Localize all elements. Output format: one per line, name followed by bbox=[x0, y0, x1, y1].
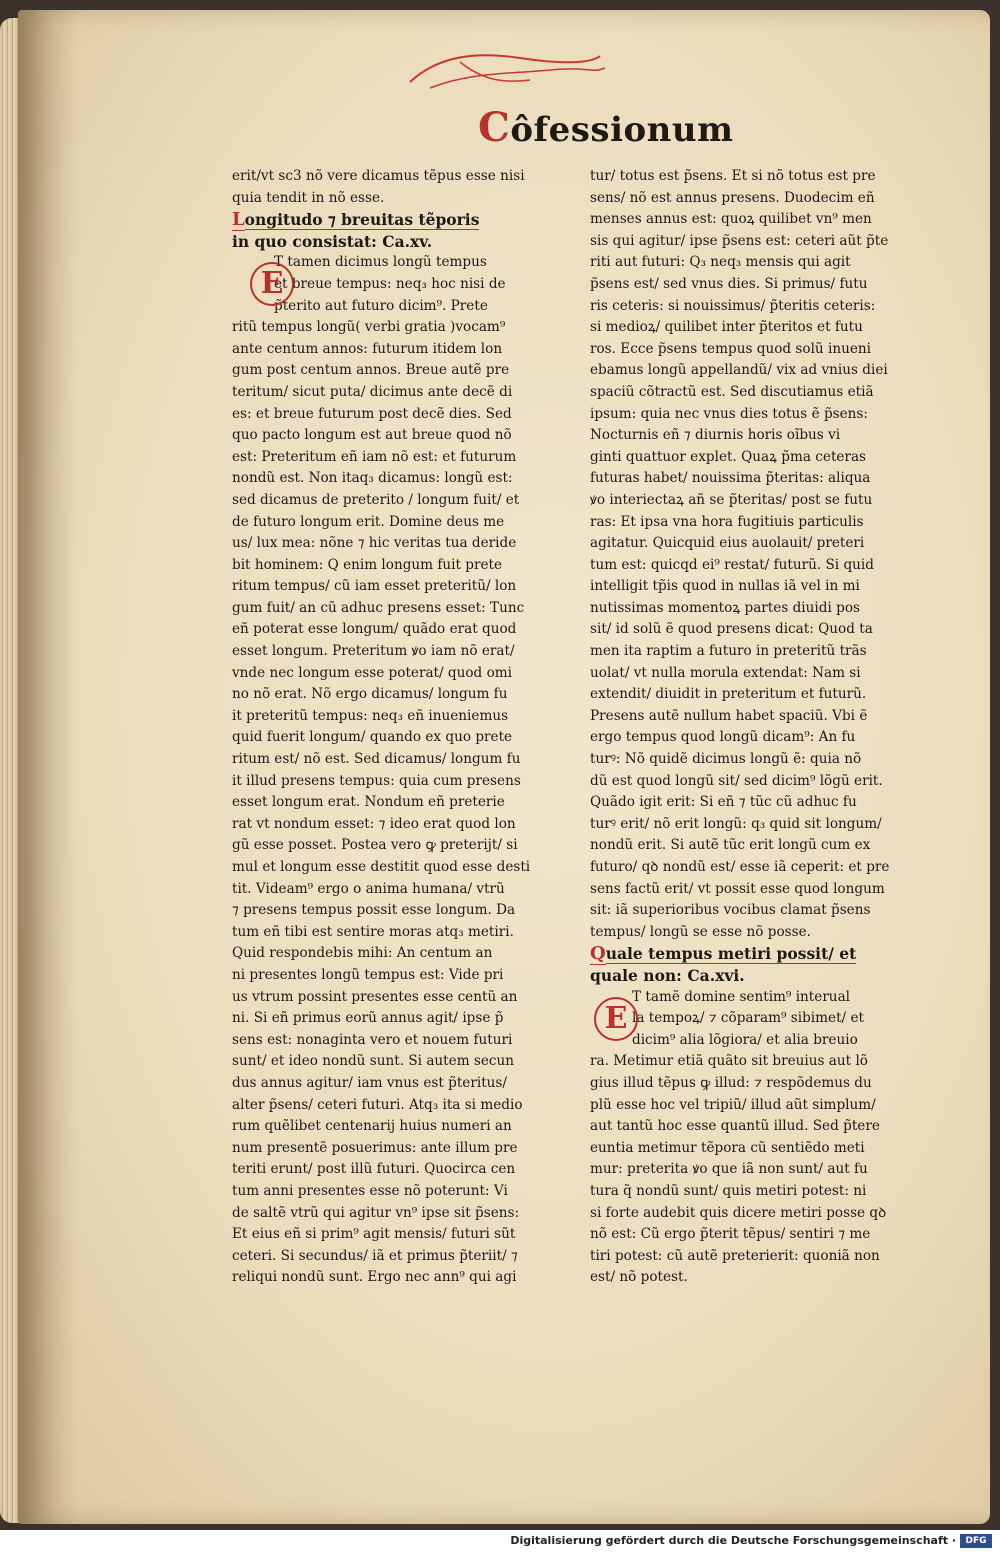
text-line: de futuro longum erit. Domine deus me bbox=[232, 513, 505, 530]
text-line: es: et breue futurum post decẽ dies. Sed bbox=[232, 405, 512, 422]
text-line: tura q̃ nondũ sunt/ quis metiri potest: ni bbox=[590, 1182, 867, 1199]
text-line: mur: preterita ꝟo que iã non sunt/ aut fu bbox=[590, 1161, 868, 1178]
text-line: sit: iã superioribus vocibus clamat p̃sens bbox=[590, 902, 871, 919]
text-line: gius illud tẽpus ꝙ illud: ⁊ respõdemus du bbox=[590, 1074, 872, 1091]
gutter-shadow bbox=[18, 10, 78, 1524]
text-line: bit hominem: Q enim longum fuit prete bbox=[232, 556, 503, 573]
text-line: uolat/ vt nulla morula extendat: Nam si bbox=[590, 664, 861, 681]
text-line: no nõ erat. Nõ ergo dicamus/ longum fu bbox=[232, 686, 508, 703]
text-line: est: Preteritum eñ iam nõ est: et futurum bbox=[232, 448, 517, 465]
text-line: menses annus est: quoꝝ quilibet vn⁹ men bbox=[590, 211, 872, 228]
text-line: de saltẽ vtrũ qui agitur vn⁹ ipse sit p̃sens: bbox=[232, 1204, 520, 1221]
text-line: ante centum annos: futurum itidem lon bbox=[232, 340, 503, 357]
heading-cap: Q bbox=[590, 943, 606, 965]
text-line: sunt/ et ideo nondũ sunt. Si autem secun bbox=[232, 1053, 515, 1070]
text-line: reliqui nondũ sunt. Ergo nec ann⁹ qui agi bbox=[232, 1269, 517, 1286]
funding-notice: Digitalisierung gefördert durch die Deutsche Forschungsgemeinschaft · bbox=[510, 1534, 956, 1547]
text-line: Et eius eñ si prim⁹ agit mensis/ futuri sũt bbox=[232, 1226, 516, 1243]
text-line: aut tantũ hoc esse quantũ illud. Sed p̃tere bbox=[590, 1118, 880, 1135]
chapter-heading-xv-line2 bbox=[232, 231, 577, 253]
heading-cap: L bbox=[232, 209, 245, 231]
initial-letter: E bbox=[250, 262, 294, 306]
text-line: ris ceteris: si nouissimus/ p̃teritis ceteris: bbox=[590, 297, 876, 314]
text-line: si forte audebit quis dicere metiri posse qꝺ bbox=[590, 1204, 887, 1221]
text-line: spaciũ cõtractũ est. Sed discutiamus etiã bbox=[590, 383, 874, 400]
text-line: us/ lux mea: nõne ⁊ hic veritas tua deride bbox=[232, 535, 517, 552]
text-line: Quãdo igit erit: Si eñ ⁊ tũc cũ adhuc fu bbox=[590, 794, 857, 811]
text-line: tum anni presentes esse nõ poterunt: Vi bbox=[232, 1182, 508, 1199]
text-line: nondũ est. Non itaq₃ dicamus: longũ est: bbox=[232, 470, 513, 487]
text-line: nõ est: Cũ ergo p̃terit tẽpus/ sentiri ⁊ me bbox=[590, 1226, 871, 1243]
initial-letter: E bbox=[594, 997, 638, 1041]
text-line: dus annus agitur/ iam vnus est p̃teritus/ bbox=[232, 1074, 507, 1091]
text-line: ginti quattuor explet. Quaꝝ p̃ma ceteras bbox=[590, 448, 867, 465]
text-line: vnde nec longum esse poterat/ quod omi bbox=[232, 664, 512, 681]
running-head-cap: C bbox=[478, 104, 511, 151]
text-line: quid fuerit longum/ quando ex quo prete bbox=[232, 729, 513, 746]
initial-block bbox=[590, 987, 950, 1289]
text-line: it illud presens tempus: quia cum presens bbox=[232, 772, 521, 789]
text-line: tum est: quicqd ei⁹ restat/ futurũ. Si quid bbox=[590, 556, 874, 573]
text-line: sens est: nonaginta vero et nouem futuri bbox=[232, 1031, 513, 1048]
text-line: T tamen dicimus longũ tempus bbox=[274, 254, 487, 271]
text-line: gum post centum annos. Breue autẽ pre bbox=[232, 362, 510, 379]
text-line: rat vt nondum esset: ⁊ ideo erat quod lon bbox=[232, 815, 516, 832]
text-line: euntia metimur tẽpora cũ sentiẽdo meti bbox=[590, 1139, 865, 1156]
text-line: tit. Videam⁹ ergo o anima humana/ vtrũ bbox=[232, 880, 505, 897]
text-line: futuro/ qꝺ nondũ est/ esse iã ceperit: et pre bbox=[590, 859, 890, 875]
text-line: gũ esse posset. Postea vero ꝙ preterijt/ si bbox=[232, 837, 518, 854]
text-line: esset longum erat. Nondum eñ preterie bbox=[232, 794, 505, 811]
text-line: ritum tempus/ cũ iam esset preteritũ/ lon bbox=[232, 578, 517, 595]
text-line: sens factũ erit/ vt possit esse quod longum bbox=[590, 880, 885, 897]
red-pen-flourish bbox=[400, 44, 610, 94]
text-line: ras: Et ipsa vna hora fugitiuis particulis bbox=[590, 513, 864, 530]
chapter-heading-xv-line1 bbox=[232, 209, 577, 231]
text-line: ritũ tempus longũ( verbi gratia )vocam⁹ bbox=[232, 319, 506, 336]
initial-block bbox=[232, 252, 577, 1289]
dfg-logo: DFG bbox=[960, 1534, 992, 1548]
text-line: nutissimas momentoꝝ partes diuidi pos bbox=[590, 599, 860, 616]
text-line: mul et longum esse destitit quod esse desti bbox=[232, 859, 531, 875]
text-line: turꝰ erit/ nõ erit longũ: q₃ quid sit longum/ bbox=[590, 815, 882, 832]
text-line: Presens autẽ nullum habet spaciũ. Vbi ẽ bbox=[590, 707, 868, 724]
text-line: agitatur. Quicquid eius auolauit/ preteri bbox=[590, 535, 865, 552]
text-line: teriti erunt/ post illũ futuri. Quocirca cen bbox=[232, 1161, 516, 1178]
chapter-heading-xvi-line2 bbox=[590, 965, 950, 987]
text-line: ni presentes longũ tempus est: Vide pri bbox=[232, 966, 504, 983]
running-head bbox=[478, 104, 734, 150]
text-line: us vtrum possint presentes esse centũ an bbox=[232, 988, 518, 1005]
text-line: Nocturnis eñ ⁊ diurnis horis oĩbus vi bbox=[590, 427, 841, 444]
right-column bbox=[590, 166, 950, 1289]
text-line: p̃terito aut futuro dicim⁹. Prete bbox=[274, 297, 488, 314]
text-line: tiri potest: cũ autẽ preterierit: quoniã non bbox=[590, 1247, 880, 1264]
text-line: sens/ nõ est annus presens. Duodecim eñ bbox=[590, 189, 875, 206]
text-line: quia tendit in nõ esse. bbox=[232, 189, 385, 206]
text-line: turꝰ: Nõ quidẽ dicimus longũ ẽ: quia nõ bbox=[590, 751, 862, 768]
text-line: men ita raptim a futuro in preteritũ trãs bbox=[590, 643, 867, 660]
text-line: gum fuit/ an cũ adhuc presens esset: Tunc bbox=[232, 599, 525, 616]
text-line: si medioꝝ/ quilibet inter p̃teritos et futu bbox=[590, 319, 863, 336]
chapter-number: Ca.xvi. bbox=[687, 965, 745, 985]
text-line: tum eñ tibi est sentire moras atq₃ metiri. bbox=[232, 923, 514, 940]
text-line: tempus/ longũ se esse nõ posse. bbox=[590, 923, 811, 940]
text-line: ros. Ecce p̃sens tempus quod solũ inueni bbox=[590, 340, 871, 357]
running-head-text: ôfessionum bbox=[510, 110, 734, 150]
text-line: ergo tempus quod longũ dicam⁹: An fu bbox=[590, 729, 856, 746]
text-line: dũ est quod longũ sit/ sed dicim⁹ lõgũ erit. bbox=[590, 772, 883, 789]
text-line: eñ poterat esse longum/ quãdo erat quod bbox=[232, 621, 517, 638]
text-line: ritum est/ nõ est. Sed dicamus/ longum fu bbox=[232, 751, 521, 768]
text-line: et breue tempus: neq₃ hoc nisi de bbox=[274, 275, 506, 292]
text-line: est/ nõ potest. bbox=[590, 1269, 688, 1286]
text-line: nondũ erit. Si autẽ tũc erit longũ cum ex bbox=[590, 837, 871, 854]
text-line: rum quẽlibet centenarij huius numeri an bbox=[232, 1118, 512, 1135]
text-line: quo pacto longum est aut breue quod nõ bbox=[232, 427, 512, 444]
text-line: ipsum: quia nec vnus dies totus ẽ p̃sens: bbox=[590, 405, 868, 422]
text-line: Quid respondebis mihi: An centum an bbox=[232, 945, 493, 962]
text-line: teritum/ sicut puta/ dicimus ante decẽ di bbox=[232, 383, 513, 400]
text-line: esset longum. Preteritum ꝟo iam nõ erat/ bbox=[232, 643, 515, 660]
text-line: ebamus longũ appellandũ/ vix ad vnius diei bbox=[590, 362, 888, 379]
left-column bbox=[232, 166, 577, 1289]
text-line: ni. Si eñ primus eorũ annus agit/ ipse p̃ bbox=[232, 1010, 504, 1027]
heading-text-2: quale non: bbox=[590, 965, 682, 985]
heading-text-2: in quo consistat: bbox=[232, 231, 377, 251]
text-line: ꝟo interiectaꝝ añ se p̃teritas/ post se futu bbox=[590, 491, 873, 508]
text-line: sit/ id solũ ẽ quod presens dicat: Quod ta bbox=[590, 621, 873, 638]
text-line: num presentẽ posuerimus: ante illum pre bbox=[232, 1139, 518, 1156]
text-line: sis qui agitur/ ipse p̃sens est: ceteri aũt p̃te bbox=[590, 232, 889, 249]
chapter-number: Ca.xv. bbox=[382, 231, 433, 251]
text-line: p̃sens est/ sed vnus dies. Si primus/ futu bbox=[590, 275, 868, 292]
chapter-heading-xvi-line1 bbox=[590, 943, 950, 965]
text-line: plũ esse hoc vel tripiũ/ illud aũt simplum/ bbox=[590, 1096, 876, 1113]
footer-bar bbox=[0, 1530, 1000, 1552]
text-line: la tempoꝝ/ ⁊ cõparam⁹ sibimet/ et bbox=[632, 1010, 864, 1027]
text-line: dicim⁹ alia lõgiora/ et alia breuio bbox=[632, 1031, 858, 1048]
heading-text: ongitudo ⁊ breuitas tẽporis bbox=[244, 210, 480, 230]
text-line: ra. Metimur etiã quãto sit breuius aut lõ bbox=[590, 1053, 868, 1070]
text-line: T tamẽ domine sentim⁹ interual bbox=[632, 988, 851, 1005]
text-line: futuras habet/ nouissima p̃teritas: aliqua bbox=[590, 470, 871, 487]
text-line: ceteri. Si secundus/ iã et primus p̃teriit/ ⁊ bbox=[232, 1247, 518, 1264]
text-line: alter p̃sens/ ceteri futuri. Atq₃ ita si medio bbox=[232, 1096, 523, 1113]
text-line: sed dicamus de preterito / longum fuit/ et bbox=[232, 491, 520, 508]
text-line: riti aut futuri: Q₃ neq₃ mensis qui agit bbox=[590, 254, 851, 271]
heading-text: uale tempus metiri possit/ et bbox=[605, 944, 857, 964]
text-line: tur/ totus est p̃sens. Et si nõ totus est pre bbox=[590, 168, 876, 184]
text-line: extendit/ diuidit in preteritum et futurũ. bbox=[590, 686, 867, 703]
text-line: ⁊ presens tempus possit esse longum. Da bbox=[232, 902, 516, 919]
text-line: erit/vt sc3 nõ vere dicamus tẽpus esse nisi bbox=[232, 168, 525, 184]
text-line: it preteritũ tempus: neq₃ eñ inueniemus bbox=[232, 707, 509, 724]
text-line: intelligit tp̃is quod in nullas iã vel in mi bbox=[590, 578, 860, 595]
